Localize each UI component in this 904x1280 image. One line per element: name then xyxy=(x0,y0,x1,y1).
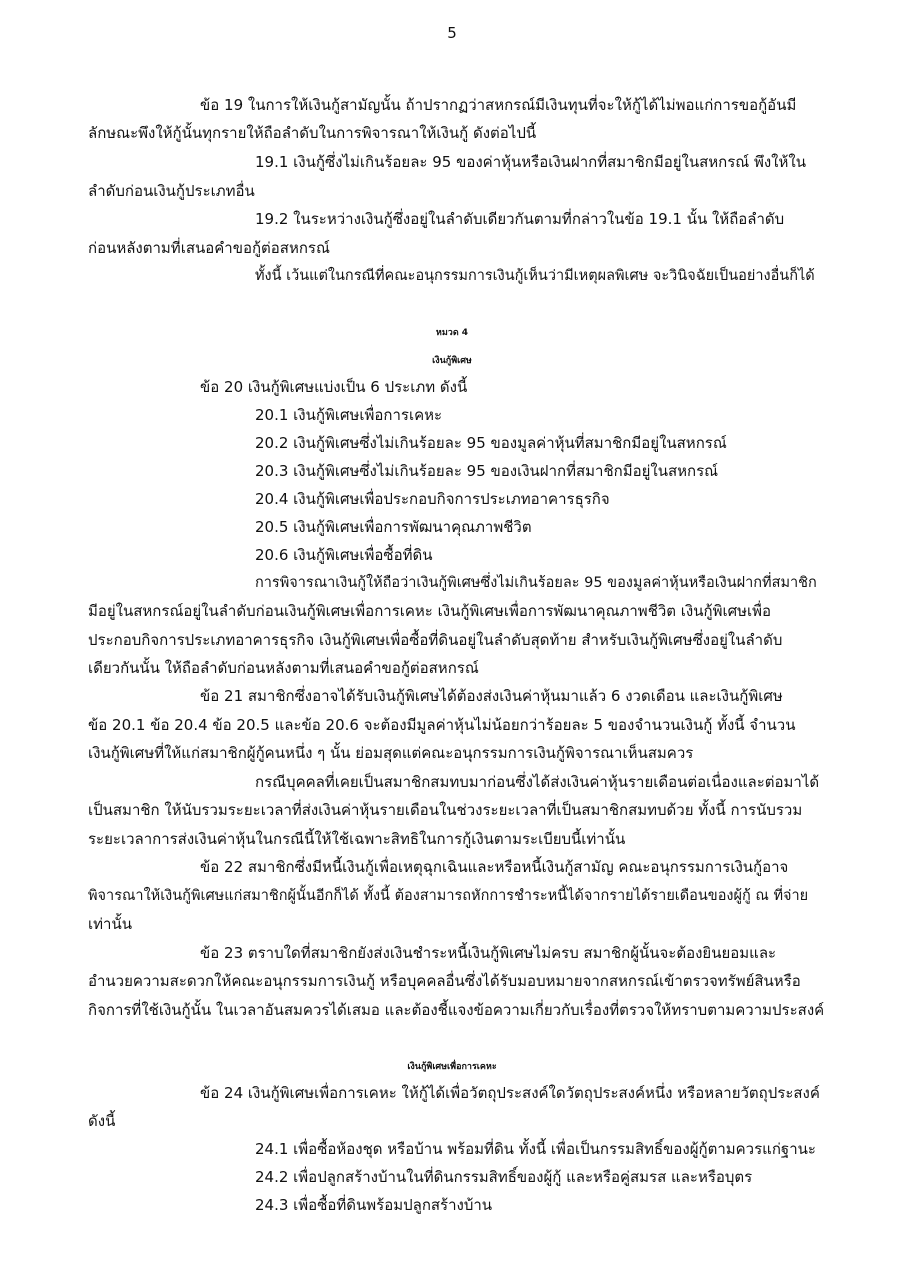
text-line: ข้อ 23 ตราบใดที่สมาชิกยังส่งเงินชำระหนี้เงินกู้พิเศษไม่ครบ สมาชิกผู้นั้นจะต้องยินยอมและ xyxy=(200,944,777,962)
text-line: ก่อนหลังตามที่เสนอคำขอกู้ต่อสหกรณ์ xyxy=(88,239,330,257)
text-line: 20.5 เงินกู้พิเศษเพื่อการพัฒนาคุณภาพชีวิต xyxy=(255,518,532,536)
text-line: ข้อ 19 ในการให้เงินกู้สามัญนั้น ถ้าปรากฏว่าสหกรณ์มีเงินทุนที่จะให้กู้ได้ไม่พอแก่การขอกู้อันมี xyxy=(200,96,797,114)
text-line: 20.4 เงินกู้พิเศษเพื่อประกอบกิจการประเภทอาคารธุรกิจ xyxy=(255,490,610,508)
text-line: 20.3 เงินกู้พิเศษซึ่งไม่เกินร้อยละ 95 ของเงินฝากที่สมาชิกมีอยู่ในสหกรณ์ xyxy=(255,462,719,480)
text-line: กรณีบุคคลที่เคยเป็นสมาชิกสมทบมาก่อนซึ่งได้ส่งเงินค่าหุ้นรายเดือนต่อเนื่องและต่อมาได้ xyxy=(255,773,820,791)
text-line: ระยะเวลาการส่งเงินค่าหุ้นในกรณีนี้ให้ใช้เฉพาะสิทธิในการกู้เงินตามระเบียบนี้เท่านั้น xyxy=(88,830,626,848)
page-number: 5 xyxy=(447,24,457,42)
text-line: เดียวกันนั้น ให้ถือลำดับก่อนหลังตามที่เสนอคำขอกู้ต่อสหกรณ์ xyxy=(88,659,479,677)
text-line: เงินกู้พิเศษที่ให้แก่สมาชิกผู้กู้คนหนึ่ง ๆ นั้น ย่อมสุดแต่คณะอนุกรรมการเงินกู้พิจารณาเห็นสมควร xyxy=(88,744,694,762)
text-line: 24.3 เพื่อซื้อที่ดินพร้อมปลูกสร้างบ้าน xyxy=(255,1196,493,1214)
text-line: ข้อ 22 สมาชิกซึ่งมีหนี้เงินกู้เพื่อเหตุฉุกเฉินและหรือหนี้เงินกู้สามัญ คณะอนุกรรมการเงินกู้อาจ xyxy=(200,858,789,876)
text-line: ลำดับก่อนเงินกู้ประเภทอื่น xyxy=(88,182,255,200)
text-line: 19.2 ในระหว่างเงินกู้ซึ่งอยู่ในลำดับเดียวกันตามที่กล่าวในข้อ 19.1 นั้น ให้ถือลำดับ xyxy=(255,210,785,228)
text-line: กิจการที่ใช้เงินกู้นั้น ในเวลาอันสมควรได้เสมอ และต้องชี้แจงข้อความเกี่ยวกับเรื่องที่ตรวจให้ทราบตามความประสงค์ xyxy=(88,1001,825,1019)
text-line: การพิจารณาเงินกู้ให้ถือว่าเงินกู้พิเศษซึ่งไม่เกินร้อยละ 95 ของมูลค่าหุ้นหรือเงินฝากที่สมาชิก xyxy=(255,575,817,591)
text-line: ประกอบกิจการประเภทอาคารธุรกิจ เงินกู้พิเศษเพื่อซื้อที่ดินอยู่ในลำดับสุดท้าย สำหรับเงินกู้พิเศษซึ่งอยู่ในลำดับ xyxy=(88,631,783,649)
text-line: ข้อ 20.1 ข้อ 20.4 ข้อ 20.5 และข้อ 20.6 จะต้องมีมูลค่าหุ้นไม่น้อยกว่าร้อยละ 5 ของจำนวนเงินกู้ ทั้งนี้ จำนวน xyxy=(88,716,796,734)
text-line: ข้อ 20 เงินกู้พิเศษแบ่งเป็น 6 ประเภท ดังนี้ xyxy=(200,378,468,396)
text-line: มีอยู่ในสหกรณ์อยู่ในลำดับก่อนเงินกู้พิเศษเพื่อการเคหะ เงินกู้พิเศษเพื่อการพัฒนาคุณภาพชีวิต เงินกู้พิเศษเพื่อ xyxy=(88,602,772,620)
text-line: 24.2 เพื่อปลูกสร้างบ้านในที่ดินกรรมสิทธิ์ของผู้กู้ และหรือคู่สมรส และหรือบุตร xyxy=(255,1168,753,1186)
text-line: ข้อ 21 สมาชิกซึ่งอาจได้รับเงินกู้พิเศษได้ต้องส่งเงินค่าหุ้นมาแล้ว 6 งวดเดือน และเงินกู้พิเศษ xyxy=(200,687,783,705)
text-line: เป็นสมาชิก ให้นับรวมระยะเวลาที่ส่งเงินค่าหุ้นรายเดือนในช่วงระยะเวลาที่เป็นสมาชิกสมทบด้วย ทั้งนี้ การนับรวม xyxy=(88,801,803,819)
text-line: เท่านั้น xyxy=(88,915,132,933)
text-line: 20.2 เงินกู้พิเศษซึ่งไม่เกินร้อยละ 95 ของมูลค่าหุ้นที่สมาชิกมีอยู่ในสหกรณ์ xyxy=(255,434,727,452)
text-line: ทั้งนี้ เว้นแต่ในกรณีที่คณะอนุกรรมการเงินกู้เห็นว่ามีเหตุผลพิเศษ จะวินิจฉัยเป็นอย่างอื่นก็ได้ xyxy=(255,268,815,284)
section-heading: เงินกู้พิเศษเพื่อการเคหะ xyxy=(407,1062,497,1072)
text-line: 20.6 เงินกู้พิเศษเพื่อซื้อที่ดิน xyxy=(255,546,433,564)
text-line: ข้อ 24 เงินกู้พิเศษเพื่อการเคหะ ให้กู้ได้เพื่อวัตถุประสงค์ใดวัตถุประสงค์หนึ่ง หรือหลายวัตถุประสงค์ xyxy=(200,1084,820,1102)
text-line: 24.1 เพื่อซื้อห้องชุด หรือบ้าน พร้อมที่ดิน ทั้งนี้ เพื่อเป็นกรรมสิทธิ์ของผู้กู้ตามควรแก่ฐานะ xyxy=(255,1140,816,1158)
text-line: พิจารณาให้เงินกู้พิเศษแก่สมาชิกผู้นั้นอีกก็ได้ ทั้งนี้ ต้องสามารถหักการชำระหนี้ได้จากรายได้รายเดือนของผู้กู้ ณ ที่จ่าย xyxy=(88,888,809,904)
text-line: ลักษณะพึงให้กู้นั้นทุกรายให้ถือลำดับในการพิจารณาให้เงินกู้ ดังต่อไปนี้ xyxy=(88,124,537,142)
text-line: 20.1 เงินกู้พิเศษเพื่อการเคหะ xyxy=(255,406,443,424)
section-heading: หมวด 4 xyxy=(435,328,469,338)
text-line: 19.1 เงินกู้ซึ่งไม่เกินร้อยละ 95 ของค่าหุ้นหรือเงินฝากที่สมาชิกมีอยู่ในสหกรณ์ พึงให้ใน xyxy=(255,153,806,171)
text-line: อำนวยความสะดวกให้คณะอนุกรรมการเงินกู้ หรือบุคคลอื่นซึ่งได้รับมอบหมายจากสหกรณ์เข้าตรวจทรัพย์สินหรือ xyxy=(88,972,801,990)
section-heading: เงินกู้พิเศษ xyxy=(432,356,472,366)
text-line: ดังนี้ xyxy=(88,1112,116,1130)
